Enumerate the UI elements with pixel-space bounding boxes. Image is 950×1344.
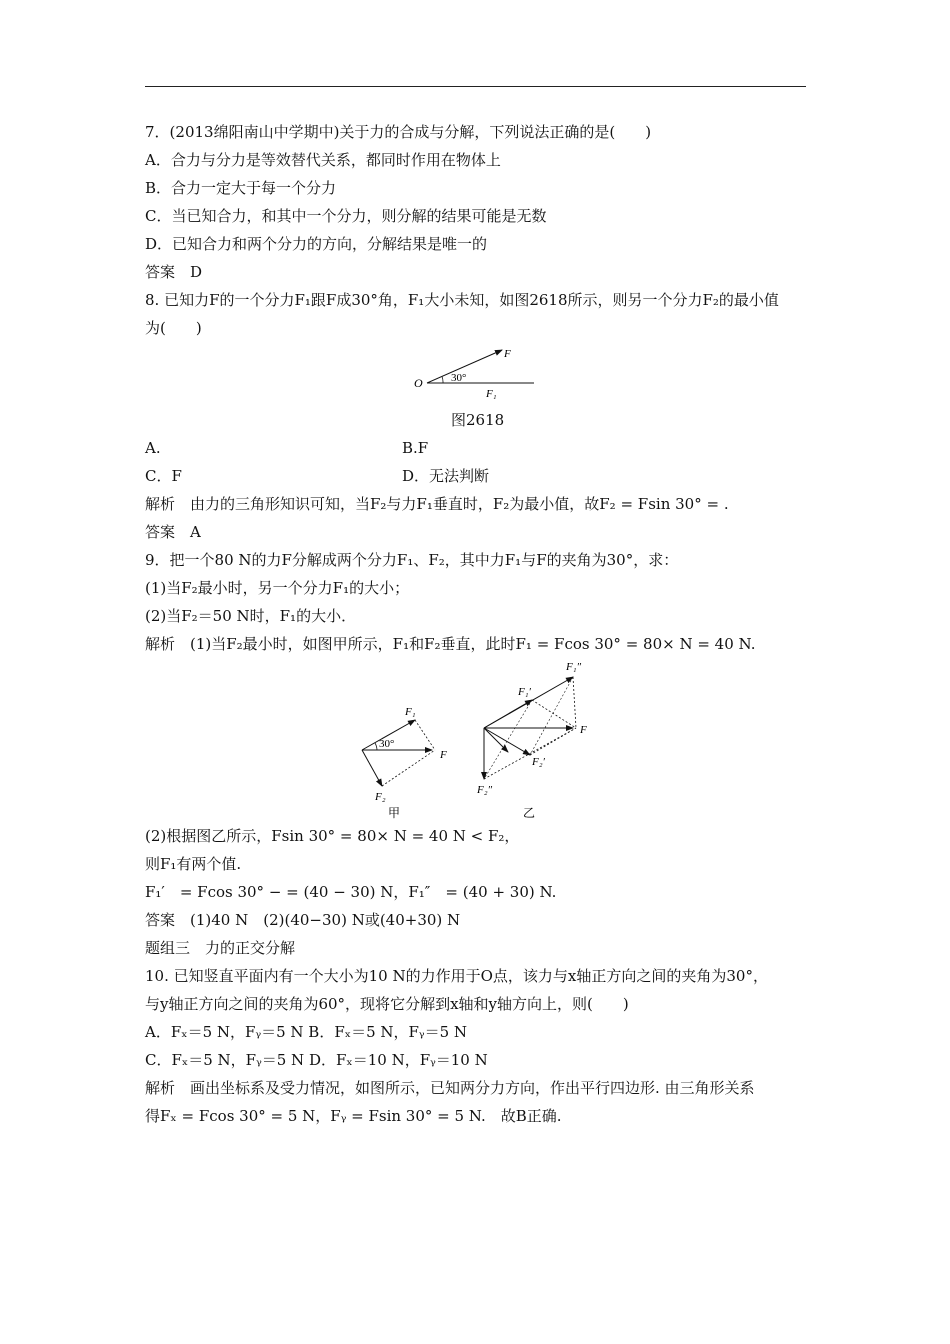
figure-yi [470,655,600,820]
q8-option-a: A. [145,439,161,457]
yi-dash-5 [530,677,573,755]
q7-answer: 答案 D [145,263,203,281]
group3-heading: 题组三 力的正交分解 [145,939,296,957]
f-label: F [504,348,511,360]
q9-analysis-3: 则F₁有两个值. [145,855,242,873]
jia-f-label: F [440,749,447,761]
q8-stem-line2: 为( ) [145,319,202,337]
yi-f2pp-label: F₂″ [477,784,493,796]
q10-options-ab: A．Fₓ＝5 N，Fᵧ＝5 N B．Fₓ＝5 N，Fᵧ＝5 N [145,1023,468,1041]
q8-option-b: B.F [402,439,429,457]
q9-part1: (1)当F₂最小时，另一个分力F₁的大小； [145,579,410,597]
q10-analysis-1: 解析 画出坐标系及受力情况，如图所示，已知两分力方向，作出平行四边形. 由三角形关系 [145,1079,755,1097]
jia-f1-label: F₁ [405,706,416,718]
q8-stem-line1: 8. 已知力F的一个分力F₁跟F成30°角，F₁大小未知，如图2618所示，则另一个分力F₂的最小值 [145,291,779,309]
q8-option-c: C．F [145,467,182,485]
header-rule [145,86,806,87]
figure-2618-caption: 图2618 [451,411,505,429]
angle-label: 30° [451,372,467,384]
yi-f1p-arrow [484,700,532,728]
q7-option-b: B．合力一定大于每一个分力 [145,179,337,197]
q9-analysis-1: 解析 (1)当F₂最小时，如图甲所示，F₁和F₂垂直，此时F₁ = Fcos 30° = 80× N = 40 N. [145,635,756,653]
yi-f-label: F [580,724,587,736]
jia-caption: 甲 [388,806,401,820]
yi-caption: 乙 [523,806,536,820]
angle-arc [442,377,443,384]
yi-f1pp-label: F₁″ [566,661,582,673]
q10-analysis-2: 得Fₓ = Fcos 30° = 5 N，Fᵧ = Fsin 30° = 5 N. 故B正确. [145,1107,562,1125]
yi-dash-1 [573,677,576,728]
q9-stem: 9．把一个80 N的力F分解成两个分力F₁、F₂，其中力F₁与F的夹角为30°，求： [145,551,679,569]
jia-dash-1 [415,720,435,750]
q9-analysis-2: (2)根据图乙所示，Fsin 30° = 80× N = 40 N < F₂， [145,827,520,845]
q8-option-d: D．无法判断 [402,467,490,485]
q10-options-cd: C．Fₓ＝5 N，Fᵧ＝5 N D．Fₓ＝10 N，Fᵧ＝10 N [145,1051,488,1069]
origin-label: O [414,376,423,390]
q7-stem: 7．(2013绵阳南山中学期中)关于力的合成与分解，下列说法正确的是( ) [145,123,652,141]
q9-analysis-4: F₁′ = Fcos 30° − = (40 − 30) N，F₁″ = (40 + 30) N. [145,883,557,901]
f1-label: F₁ [486,388,497,400]
yi-f2p-label: F₂′ [532,756,545,768]
yi-dash-6 [484,700,532,779]
q8-analysis: 解析 由力的三角形知识可知，当F₂与力F₁垂直时，F₂为最小值，故F₂ = Fsin 30° = . [145,495,729,513]
jia-f2-arrow [362,750,382,786]
yi-dash-2 [532,700,576,728]
q9-part2: (2)当F₂＝50 N时，F₁的大小． [145,607,357,625]
q7-option-a: A．合力与分力是等效替代关系，都同时作用在物体上 [145,151,501,169]
jia-dash-2 [382,750,435,786]
q10-stem-line2: 与y轴正方向之间的夹角为60°，现将它分解到x轴和y轴方向上，则( ) [145,995,629,1013]
q7-option-c: C．当已知合力，和其中一个分力，则分解的结果可能是无数 [145,207,547,225]
yi-f1p-label: F₁′ [518,686,531,698]
jia-angle-label: 30° [379,738,395,750]
jia-angle-arc [375,743,377,750]
figure-jia [355,700,455,820]
q7-option-d: D．已知合力和两个分力的方向，分解结果是唯一的 [145,235,488,253]
jia-f2-label: F₂ [375,791,386,803]
yi-dash-4 [530,728,576,755]
q8-answer: 答案 A [145,523,201,541]
q9-answer: 答案 (1)40 N (2)(40−30) N或(40+30) N [145,911,461,929]
q10-stem-line1: 10. 已知竖直平面内有一个大小为10 N的力作用于O点，该力与x轴正方向之间的夹角为30°， [145,967,768,985]
figure-2618 [410,342,540,404]
